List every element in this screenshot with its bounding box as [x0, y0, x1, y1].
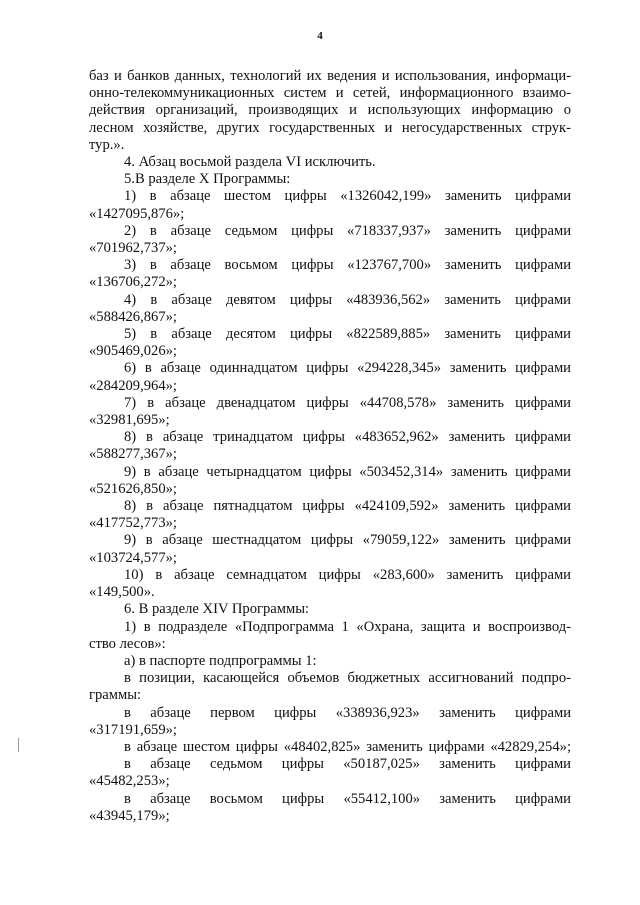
replacement-line: в абзаце восьмом цифры «55412,100» заменить цифрами	[124, 790, 571, 807]
document-body	[89, 68, 571, 825]
item-6-heading: 6. В разделе XIV Программы:	[124, 601, 310, 618]
replacement-item	[89, 756, 571, 790]
amendment-line: «284209,964»;	[89, 377, 177, 394]
item-4: 4. Абзац восьмой раздела VI исключить.	[124, 154, 376, 171]
amendment-line: 8) в абзаце тринадцатом цифры «483652,962» заменить цифрами	[124, 429, 571, 446]
amendment-line: «136706,272»;	[89, 274, 177, 291]
amendment-line: 9) в абзаце шестнадцатом цифры «79059,122» заменить цифрами	[124, 532, 571, 549]
replacement-line: «317191,659»;	[89, 721, 177, 738]
replacement-line: в абзаце седьмом цифры «50187,025» заменить цифрами	[124, 756, 571, 773]
amendment-item	[89, 360, 571, 394]
passport-replacements	[89, 705, 571, 825]
text-line: лесном хозяйстве, других государственных и негосударственных струк-	[89, 119, 571, 136]
amendment-line: 5) в абзаце десятом цифры «822589,885» заменить цифрами	[124, 326, 571, 343]
replacement-item	[89, 791, 571, 825]
amendment-line: «103724,577»;	[89, 549, 177, 566]
amendment-line: «149,500».	[89, 584, 155, 601]
page-number: 4	[317, 30, 323, 42]
amendment-item	[89, 567, 571, 601]
text-line: баз и банков данных, технологий их ведения и использования, информаци-	[89, 68, 571, 84]
amendment-line: 8) в абзаце пятнадцатом цифры «424109,592» заменить цифрами	[124, 498, 571, 515]
amendment-line: 3) в абзаце восьмом цифры «123767,700» заменить цифрами	[124, 257, 571, 274]
amendment-item	[89, 223, 571, 257]
amendment-item	[89, 498, 571, 532]
text-line: ство лесов»:	[89, 635, 166, 652]
amendment-line: «1427095,876»;	[89, 205, 185, 222]
amendment-line: 6) в абзаце одиннадцатом цифры «294228,345» заменить цифрами	[124, 360, 571, 377]
text-line: граммы:	[89, 687, 142, 704]
amendment-line: 9) в абзаце четырнадцатом цифры «503452,314» заменить цифрами	[124, 463, 571, 480]
amendment-line: «588426,867»;	[89, 308, 177, 325]
amendment-line: 1) в абзаце шестом цифры «1326042,199» заменить цифрами	[124, 188, 571, 205]
amendment-line: «521626,850»;	[89, 480, 177, 497]
replacement-line: «45482,253»;	[89, 773, 170, 790]
text-line: 1) в подразделе «Подпрограмма 1 «Охрана, защита и воспроизвод-	[124, 618, 571, 635]
amendment-item	[89, 395, 571, 429]
replacement-item	[89, 739, 571, 756]
amendment-item	[89, 532, 571, 566]
text-line: онно-телекоммуникационных систем и сетей, информационного взаимо-	[89, 85, 571, 102]
budget-position	[89, 670, 571, 704]
continuation-paragraph	[89, 68, 571, 154]
amendment-item	[89, 326, 571, 360]
amendment-item	[89, 292, 571, 326]
amendment-line: «701962,737»;	[89, 240, 177, 257]
amendment-line: «417752,773»;	[89, 515, 177, 532]
amendment-item	[89, 464, 571, 498]
amendment-item	[89, 257, 571, 291]
replacement-line: в абзаце шестом цифры «48402,825» заменить цифрами «42829,254»;	[124, 738, 571, 755]
scan-artifact	[18, 738, 19, 752]
text-line: в позиции, касающейся объемов бюджетных ассигнований подпро-	[124, 670, 571, 687]
text-line: тур.».	[89, 136, 125, 153]
replacement-item	[89, 705, 571, 739]
replacement-line: в абзаце первом цифры «338936,923» заменить цифрами	[124, 704, 571, 721]
amendment-line: «905469,026»;	[89, 343, 177, 360]
amendment-line: «588277,367»;	[89, 446, 177, 463]
passport-heading: а) в паспорте подпрограммы 1:	[124, 652, 317, 669]
replacement-line: «43945,179»;	[89, 807, 170, 824]
item-5-heading: 5.В разделе X Программы:	[124, 171, 291, 188]
amendment-line: 2) в абзаце седьмом цифры «718337,937» заменить цифрами	[124, 222, 571, 239]
amendment-item	[89, 429, 571, 463]
text-line: действия организаций, производящих и использующих информацию о	[89, 102, 571, 119]
amendment-item	[89, 188, 571, 222]
amendment-line: 7) в абзаце двенадцатом цифры «44708,578» заменить цифрами	[124, 394, 571, 411]
amendment-line: 4) в абзаце девятом цифры «483936,562» заменить цифрами	[124, 291, 571, 308]
subsection-1	[89, 619, 571, 653]
amendment-line: «32981,695»;	[89, 412, 170, 429]
amendment-line: 10) в абзаце семнадцатом цифры «283,600» заменить цифрами	[124, 566, 571, 583]
section-x-amendments	[89, 188, 571, 601]
